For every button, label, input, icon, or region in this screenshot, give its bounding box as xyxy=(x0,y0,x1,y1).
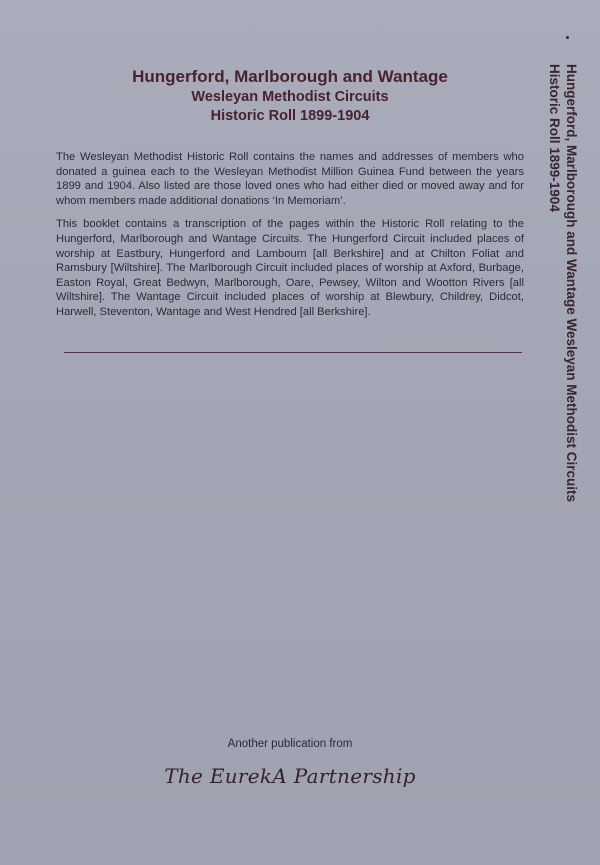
divider-rule xyxy=(64,352,522,353)
page-subtitle-circuits: Wesleyan Methodist Circuits xyxy=(191,89,389,105)
publication-note: Another publication from xyxy=(227,738,353,750)
publisher-logo-text: The EurekA Partnership xyxy=(164,764,416,788)
page-title: Hungerford, Marlborough and Wantage xyxy=(132,67,448,86)
description-paragraph-2: This booklet contains a transcription of the pages within the Historic Roll relating to the Hungerford, Marlborough and Wantage Circuits. The Hungerford Circuit included places of worship at Eastbury, Hungerford and Lambourn [all Berkshire] and at Chilton Foliat and Ramsbury [Wiltshire]. The Marlborough Circuit included places of worship at Axford, Burbage, Easton Royal, Great Bedwyn, Marlborough, Oare, Pewsey, Wilton and Wootton Rivers [all Wiltshire]. The Wantage Circuit included places of worship at Blewbury, Childrey, Didcot, Harwell, Steventon, Wantage and West Hendred [all Berkshire]. xyxy=(56,218,524,318)
spine-text xyxy=(546,64,580,544)
spine-title: Hungerford, Marlborough and Wantage Wesleyan Methodist Circuits xyxy=(564,64,579,503)
page-subtitle-roll: Historic Roll 1899-1904 xyxy=(210,108,370,124)
spine-subtitle: Historic Roll 1899-1904 xyxy=(547,64,562,212)
description xyxy=(56,150,524,320)
main-content xyxy=(56,66,524,329)
description-paragraph-1: The Wesleyan Methodist Historic Roll contains the names and addresses of members who donated a guinea each to the Wesleyan Methodist Million Guinea Fund between the years 1899 and 1904. Also listed are those loved ones who had either died or moved away and for whom members made additional donations ‘In Memoriam’. xyxy=(56,151,524,207)
spine-mark xyxy=(566,36,569,39)
